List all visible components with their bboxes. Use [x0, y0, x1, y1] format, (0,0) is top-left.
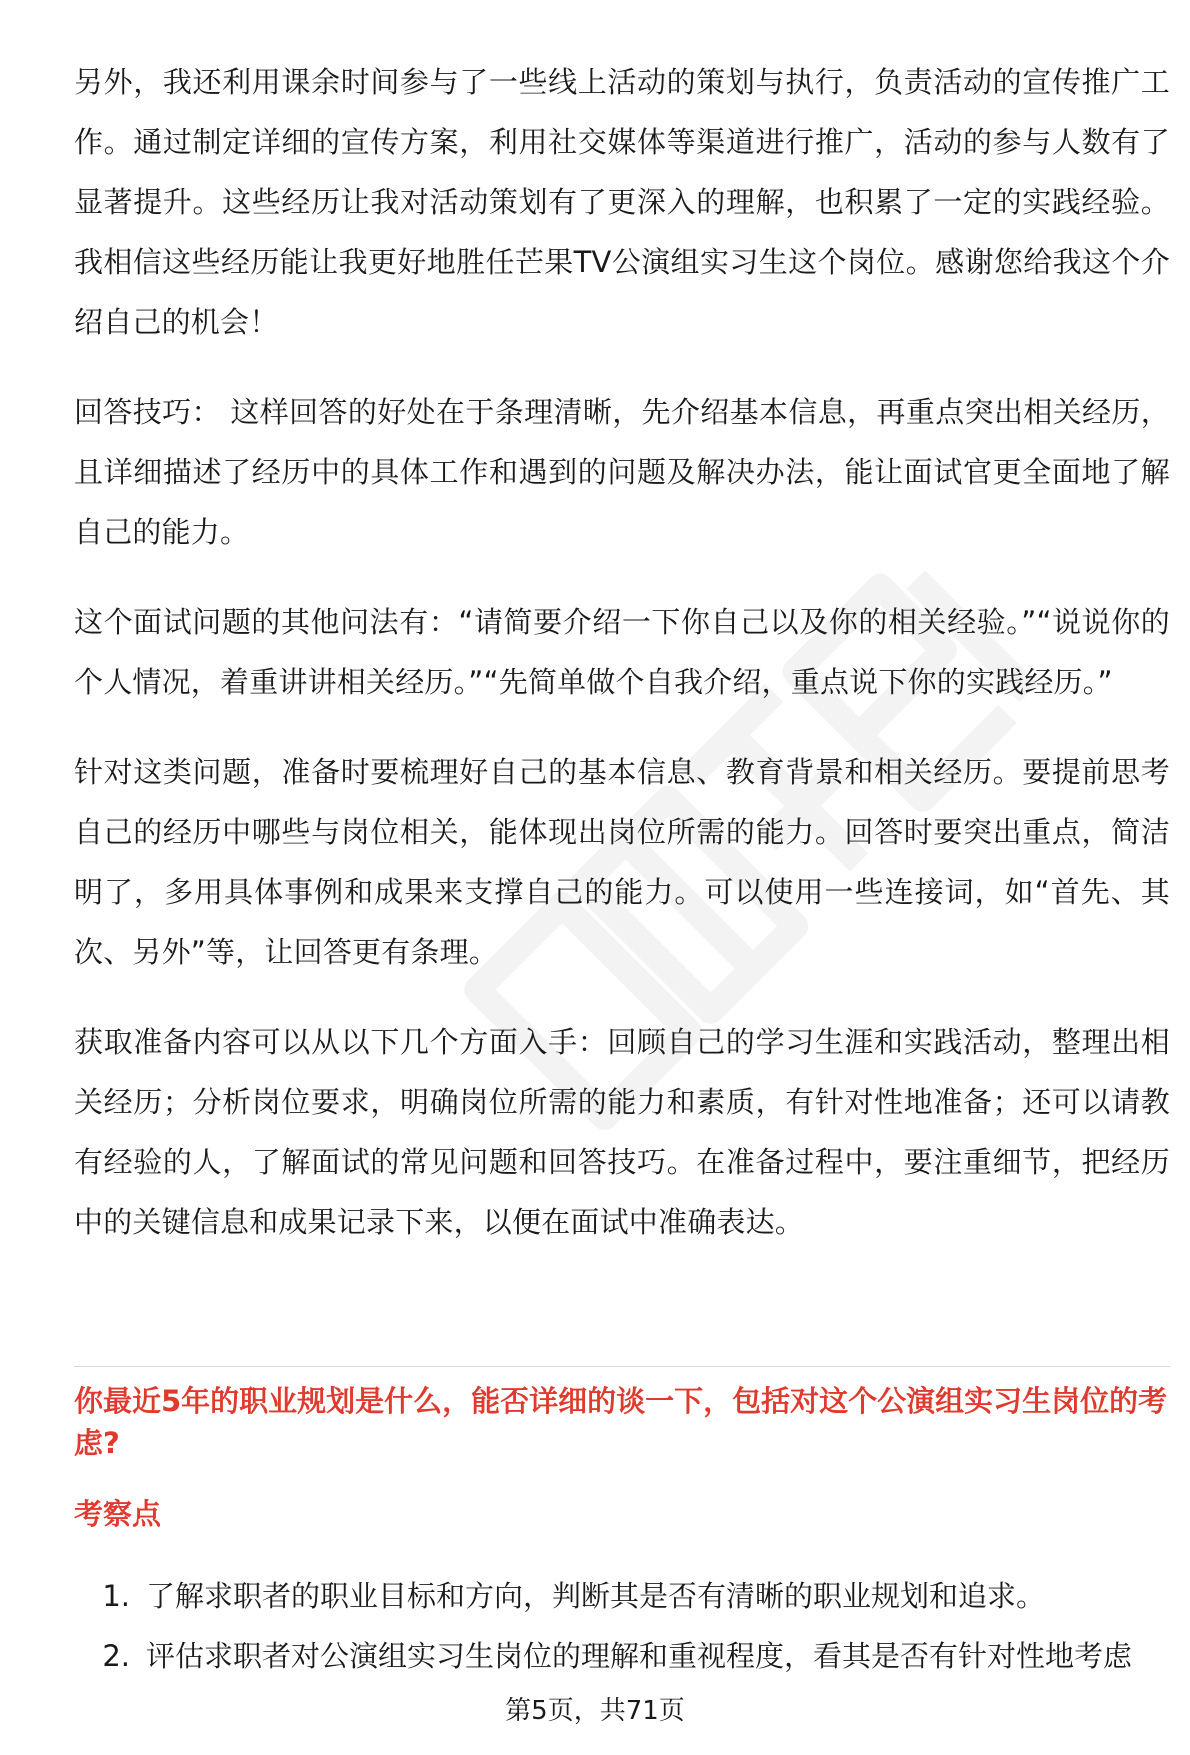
list-item-number: 2. — [102, 1639, 130, 1673]
list-item-text: 评估求职者对公演组实习生岗位的理解和重视程度，看其是否有针对性地考虑 — [146, 1639, 1133, 1673]
body-text — [74, 52, 1170, 1282]
assessment-points-heading: 考察点 — [74, 1497, 162, 1531]
paragraph-preparation-sources: 获取准备内容可以从以下几个方面入手：回顾自己的学习生涯和实践活动，整理出相关经历；分析岗位要求，明确岗位所需的能力和素质，有针对性地准备；还可以请教有经验的人，了解面试的常见问题和回答技巧。在准备过程中，要注重细节，把经历中的关键信息和成果记录下来，以便在面试中准确表达。 — [74, 1025, 1170, 1239]
assessment-points-list — [74, 1566, 1170, 1686]
list-item-text: 了解求职者的职业目标和方向，判断其是否有清晰的职业规划和追求。 — [146, 1579, 1046, 1613]
paragraph-alternative-questions: 这个面试问题的其他问法有：“请简要介绍一下你自己以及你的相关经验。”“说说你的个人情况，着重讲讲相关经历。”“先简单做个自我介绍，重点说下你的实践经历。” — [74, 605, 1170, 699]
section-divider — [74, 1366, 1170, 1367]
page-number: 第5页，共71页 — [505, 1696, 685, 1726]
list-item — [74, 1566, 1170, 1626]
list-item — [74, 1626, 1170, 1686]
paragraph-experience: 另外，我还利用课余时间参与了一些线上活动的策划与执行，负责活动的宣传推广工作。通过制定详细的宣传方案，利用社交媒体等渠道进行推广，活动的参与人数有了显著提升。这些经历让我对活动策划有了更深入的理解，也积累了一定的实践经验。我相信这些经历能让我更好地胜任芒果TV公演组实习生这个岗位。感谢您给我这个介绍自己的机会！ — [74, 65, 1170, 339]
paragraph-answer-tips: 回答技巧： 这样回答的好处在于条理清晰，先介绍基本信息，再重点突出相关经历，且详细描述了经历中的具体工作和遇到的问题及解决办法，能让面试官更全面地了解自己的能力。 — [74, 395, 1170, 549]
paragraph-preparation-advice: 针对这类问题，准备时要梳理好自己的基本信息、教育背景和相关经历。要提前思考自己的经历中哪些与岗位相关，能体现出岗位所需的能力。回答时要突出重点，简洁明了，多用具体事例和成果来支撑自己的能力。可以使用一些连接词，如“首先、其次、另外”等，让回答更有条理。 — [74, 755, 1170, 969]
list-item-number: 1. — [102, 1579, 130, 1613]
question-title: 你最近5年的职业规划是什么，能否详细的谈一下，包括对这个公演组实习生岗位的考虑? — [74, 1384, 1168, 1460]
